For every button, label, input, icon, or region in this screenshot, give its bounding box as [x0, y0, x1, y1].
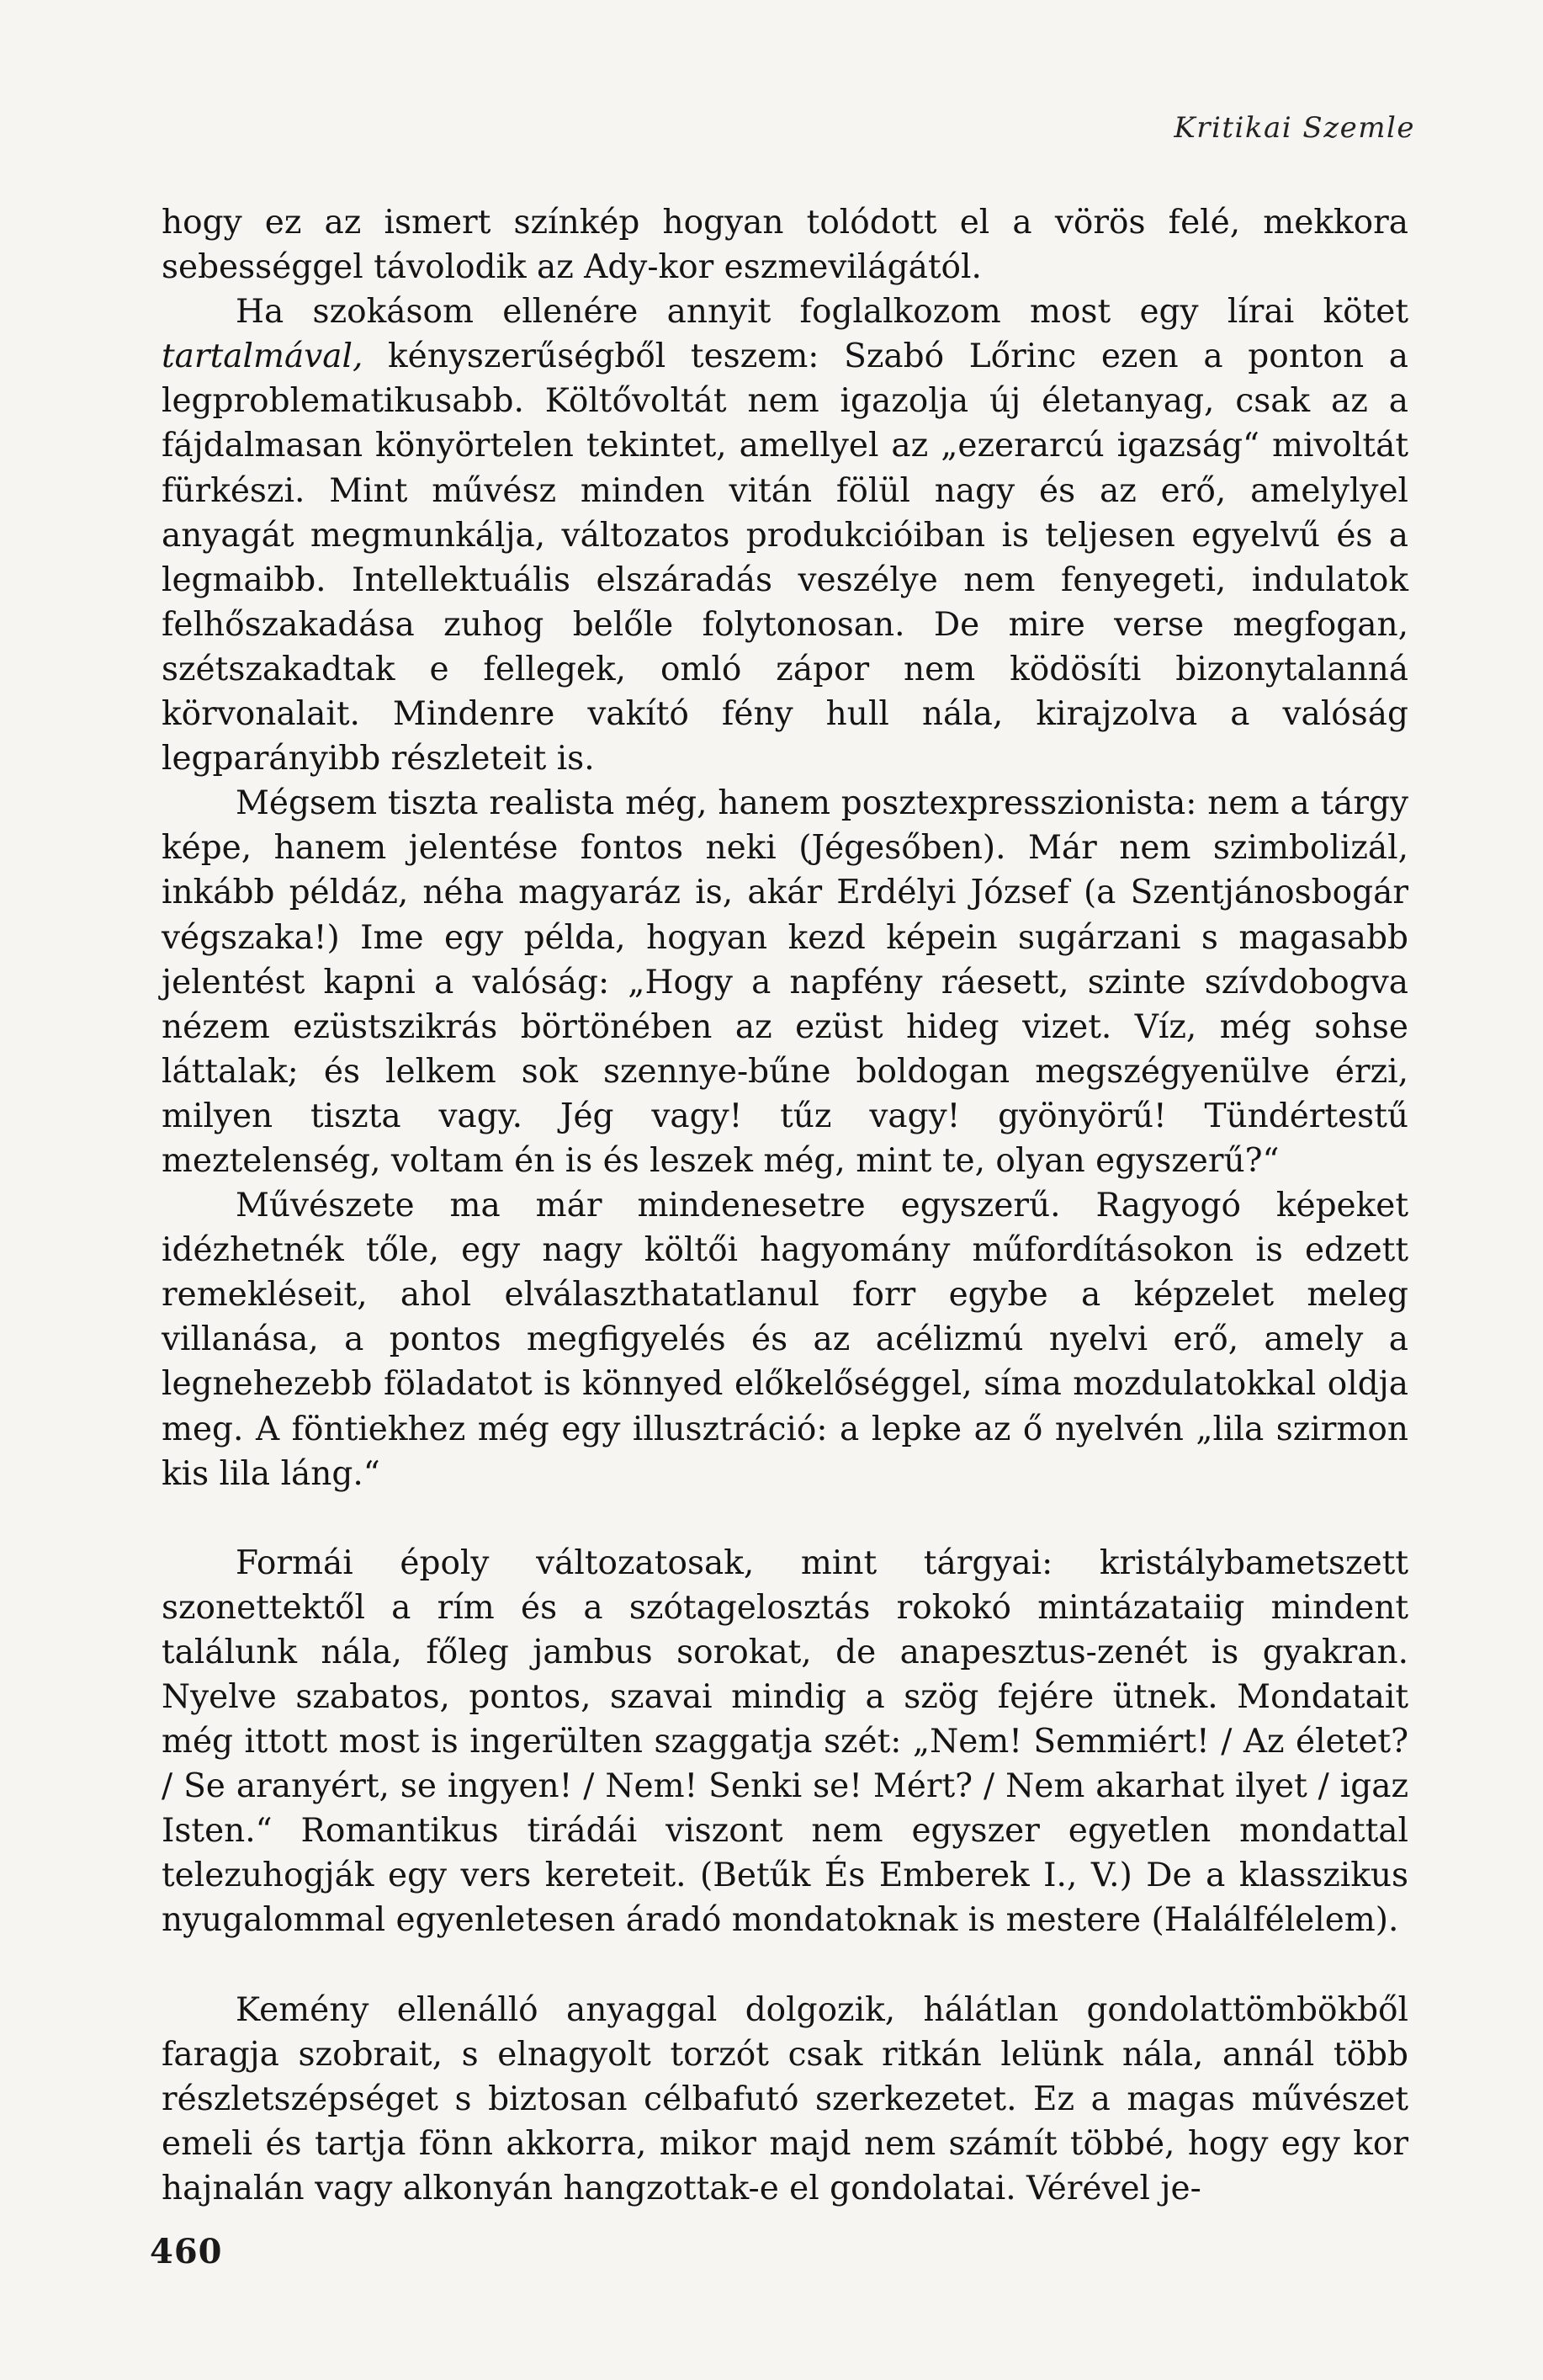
- paragraph-2-start: Ha szokásom ellenére annyit foglalkozom most egy lírai kötet: [236, 293, 1408, 332]
- paragraph-3: Mégsem tiszta realista még, hanem posztexpresszionista: nem a tárgy képe, hanem jelentése fontos neki (Jégesőben). Már nem szimbolizál, inkább példáz, néha magyaráz is, akár Erdélyi József (a Szentjánosbogár végszaka!) Ime egy példa, hogyan kezd képein sugárzani s magasabb jelentést kapni a valóság: „Hogy a napfény ráesett, szinte szívdobogva nézem ezüstszikrás börtönében az ezüst hideg vizet. Víz, még sohse láttalak; és lelkem sok szennye-bűne boldogan megszégyenülve érzi, milyen tiszta vagy. Jég vagy! tűz vagy! gyönyörű! Tündértestű meztelenség, voltam én is és leszek még, mint te, olyan egyszerű?“: [162, 784, 1408, 1180]
- running-title: Kritikai Szemle: [1174, 111, 1415, 145]
- paragraph-5: Formái époly változatosak, mint tárgyai: kristálybametszett szonettektől a rím és a szótagelosztás rokokó mintázataiig mindent találunk nála, főleg jambus sorokat, de anapesztus-zenét is gyakran. Nyelve szabatos, pontos, szavai mindig a szög fejére ütnek. Mondatait még ittott most is ingerülten szaggatja szét: „Nem! Semmiért! / Az életet? / Se aranyért, se ingyen! / Nem! Senki se! Mért? / Nem akarhat ilyet / igaz Isten.“ Romantikus tirádái viszont nem egyszer egyetlen mondattal telezuhogják egy vers kereteit. (Betűk És Emberek I., V.) De a klasszikus nyugalommal egyenletesen áradó mondatoknak is mestere (Halálfélelem).: [162, 1543, 1408, 1940]
- paragraph-2-rest: kényszerűségből teszem: Szabó Lőrinc ezen a ponton a legproblematikusabb. Költővoltát nem igazolja új életanyag, csak az a fájdalmasan könyörtelen tekintet, amellyel az „ezerarcú igazság“ mivoltát fürkészi. Mint művész minden vitán fölül nagy és az erő, amelylyel anyagát megmunkálja, változatos produkcióiban is teljesen egyelvű és a legmaibb. Intellektuális elszáradás veszélye nem fenyegeti, indulatok felhőszakadása zuhog belőle folytonosan. De mire verse megfogan, szétszakadtak e fellegek, omló zápor nem ködösíti bizonytalanná körvonalait. Mindenre vakító fény hull nála, kirajzolva a valóság legparányibb részleteit is.: [162, 337, 1408, 778]
- paragraph-2-italic: tartalmával,: [162, 337, 363, 376]
- page-number: 460: [150, 2232, 223, 2271]
- paragraph-1: hogy ez az ismert színkép hogyan tolódott el a vörös felé, mekkora sebességgel távolodik az Ady-kor eszmevilágától.: [162, 204, 1408, 287]
- paragraph-2: [162, 290, 1408, 781]
- article-text: [162, 200, 1408, 2211]
- paragraph-6: Kemény ellenálló anyaggal dolgozik, hálátlan gondolattömbökből faragja szobrait, s elnagyolt torzót csak ritkán lelünk nála, annál több részletszépséget s biztosan célbafutó szerkezetet. Ez a magas művészet emeli és tartja fönn akkorra, mikor majd nem számít többé, hogy egy kor hajnalán vagy alkonyán hangzottak-e el gondolatai. Vérével je-: [162, 1990, 1408, 2207]
- paragraph-4: Művészete ma már mindenesetre egyszerű. Ragyogó képeket idézhetnék tőle, egy nagy költői hagyomány műfordításokon is edzett remekléseit, ahol elválaszthatatlanul forr egybe a képzelet meleg villanása, a pontos megfigyelés és az acélizmú nyelvi erő, amely a legnehezebb föladatot is könnyed előkelőséggel, síma mozdulatokkal oldja meg. A föntiekhez még egy illusztráció: a lepke az ő nyelvén „lila szirmon kis lila láng.“: [162, 1187, 1408, 1493]
